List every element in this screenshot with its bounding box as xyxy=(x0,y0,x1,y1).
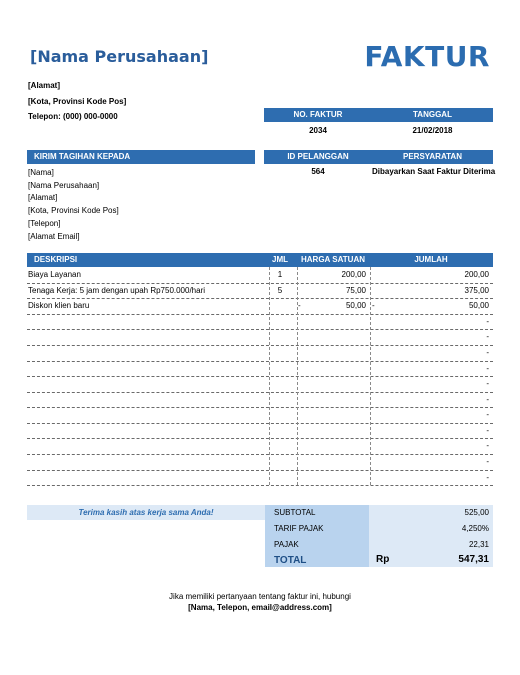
row-divider xyxy=(27,314,493,315)
item-amount: 50,00 xyxy=(468,301,489,311)
invoice-number-label: NO. FAKTUR xyxy=(293,110,343,119)
company-address: [Alamat] xyxy=(28,81,61,90)
terms-value: Dibayarkan Saat Faktur Diterima xyxy=(372,167,496,176)
total-currency: Rp xyxy=(376,554,390,565)
row-divider xyxy=(27,470,493,471)
row-divider xyxy=(27,423,493,424)
document-title: FAKTUR xyxy=(364,40,490,73)
row-divider xyxy=(27,485,493,486)
item-unit-price: 75,00 xyxy=(345,285,366,295)
company-name: [Nama Perusahaan] xyxy=(30,47,209,66)
item-amount: - xyxy=(486,410,489,420)
item-amount: 375,00 xyxy=(464,285,489,295)
row-divider xyxy=(27,392,493,393)
customer-id-label: ID PELANGGAN xyxy=(287,152,349,161)
footer-contact-note: Jika memiliki pertanyaan tentang faktur ini, hubungi xyxy=(169,592,351,601)
row-divider xyxy=(27,407,493,408)
item-amount: - xyxy=(486,379,489,389)
thanks-message: Terima kasih atas kerja sama Anda! xyxy=(78,508,214,517)
item-description: Diskon klien baru xyxy=(28,301,90,311)
row-divider xyxy=(27,329,493,330)
tax-value: 22,31 xyxy=(468,540,489,549)
footer-contact-info: [Nama, Telepon, email@address.com] xyxy=(188,603,332,612)
item-amount: - xyxy=(486,332,489,342)
company-city: [Kota, Provinsi Kode Pos] xyxy=(28,97,127,106)
item-amount-prefix: - xyxy=(372,301,375,311)
item-unit-price: 50,00 xyxy=(345,301,366,311)
bill-to-address: [Alamat] xyxy=(28,193,58,203)
item-amount: - xyxy=(486,472,489,482)
customer-id-value: 564 xyxy=(311,167,325,176)
item-amount: - xyxy=(486,425,489,435)
invoice-number-value: 2034 xyxy=(309,126,327,135)
column-amount: JUMLAH xyxy=(414,255,448,264)
terms-label: PERSYARATAN xyxy=(403,152,462,161)
row-divider xyxy=(27,438,493,439)
item-amount: - xyxy=(486,363,489,373)
item-amount: - xyxy=(486,441,489,451)
bill-to-label: KIRIM TAGIHAN KEPADA xyxy=(34,152,131,161)
item-quantity: 1 xyxy=(277,270,283,279)
column-description: DESKRIPSI xyxy=(34,255,78,264)
bill-to-phone: [Telepon] xyxy=(28,218,61,228)
item-amount: - xyxy=(486,316,489,326)
item-description: Biaya Layanan xyxy=(28,270,81,279)
invoice-date-label: TANGGAL xyxy=(413,110,452,119)
bill-to-city: [Kota, Provinsi Kode Pos] xyxy=(28,206,119,216)
column-unit-price: HARGA SATUAN xyxy=(301,255,365,264)
item-amount: 200,00 xyxy=(464,270,489,279)
item-amount: - xyxy=(486,347,489,357)
row-divider xyxy=(27,361,493,362)
item-description: Tenaga Kerja: 5 jam dengan upah Rp750.000/hari xyxy=(28,285,206,295)
tax-rate-value: 4,250% xyxy=(461,524,489,533)
company-phone: Telepon: (000) 000-0000 xyxy=(28,112,118,121)
total-label: TOTAL xyxy=(274,555,307,566)
column-divider xyxy=(370,267,371,485)
row-divider xyxy=(27,283,493,284)
item-amount: - xyxy=(486,457,489,466)
column-quantity: JML xyxy=(272,255,288,264)
total-value: 547,31 xyxy=(458,554,489,565)
row-divider xyxy=(27,298,493,299)
invoice-date-value: 21/02/2018 xyxy=(412,126,453,135)
column-divider xyxy=(269,267,270,485)
bill-to-name: [Nama] xyxy=(28,168,54,177)
item-unit-price: 200,00 xyxy=(341,270,366,279)
column-divider xyxy=(297,267,298,485)
tax-rate-label: TARIF PAJAK xyxy=(274,524,324,533)
subtotal-value: 525,00 xyxy=(464,508,489,517)
item-quantity: 5 xyxy=(277,285,283,295)
row-divider xyxy=(27,376,493,377)
item-unit-price-prefix: - xyxy=(298,301,301,311)
bill-to-company: [Nama Perusahaan] xyxy=(28,180,100,190)
item-amount: - xyxy=(486,394,489,404)
bill-to-email: [Alamat Email] xyxy=(28,231,80,241)
row-divider xyxy=(27,345,493,346)
tax-label: PAJAK xyxy=(274,540,299,549)
row-divider xyxy=(27,454,493,455)
subtotal-label: SUBTOTAL xyxy=(274,508,316,517)
